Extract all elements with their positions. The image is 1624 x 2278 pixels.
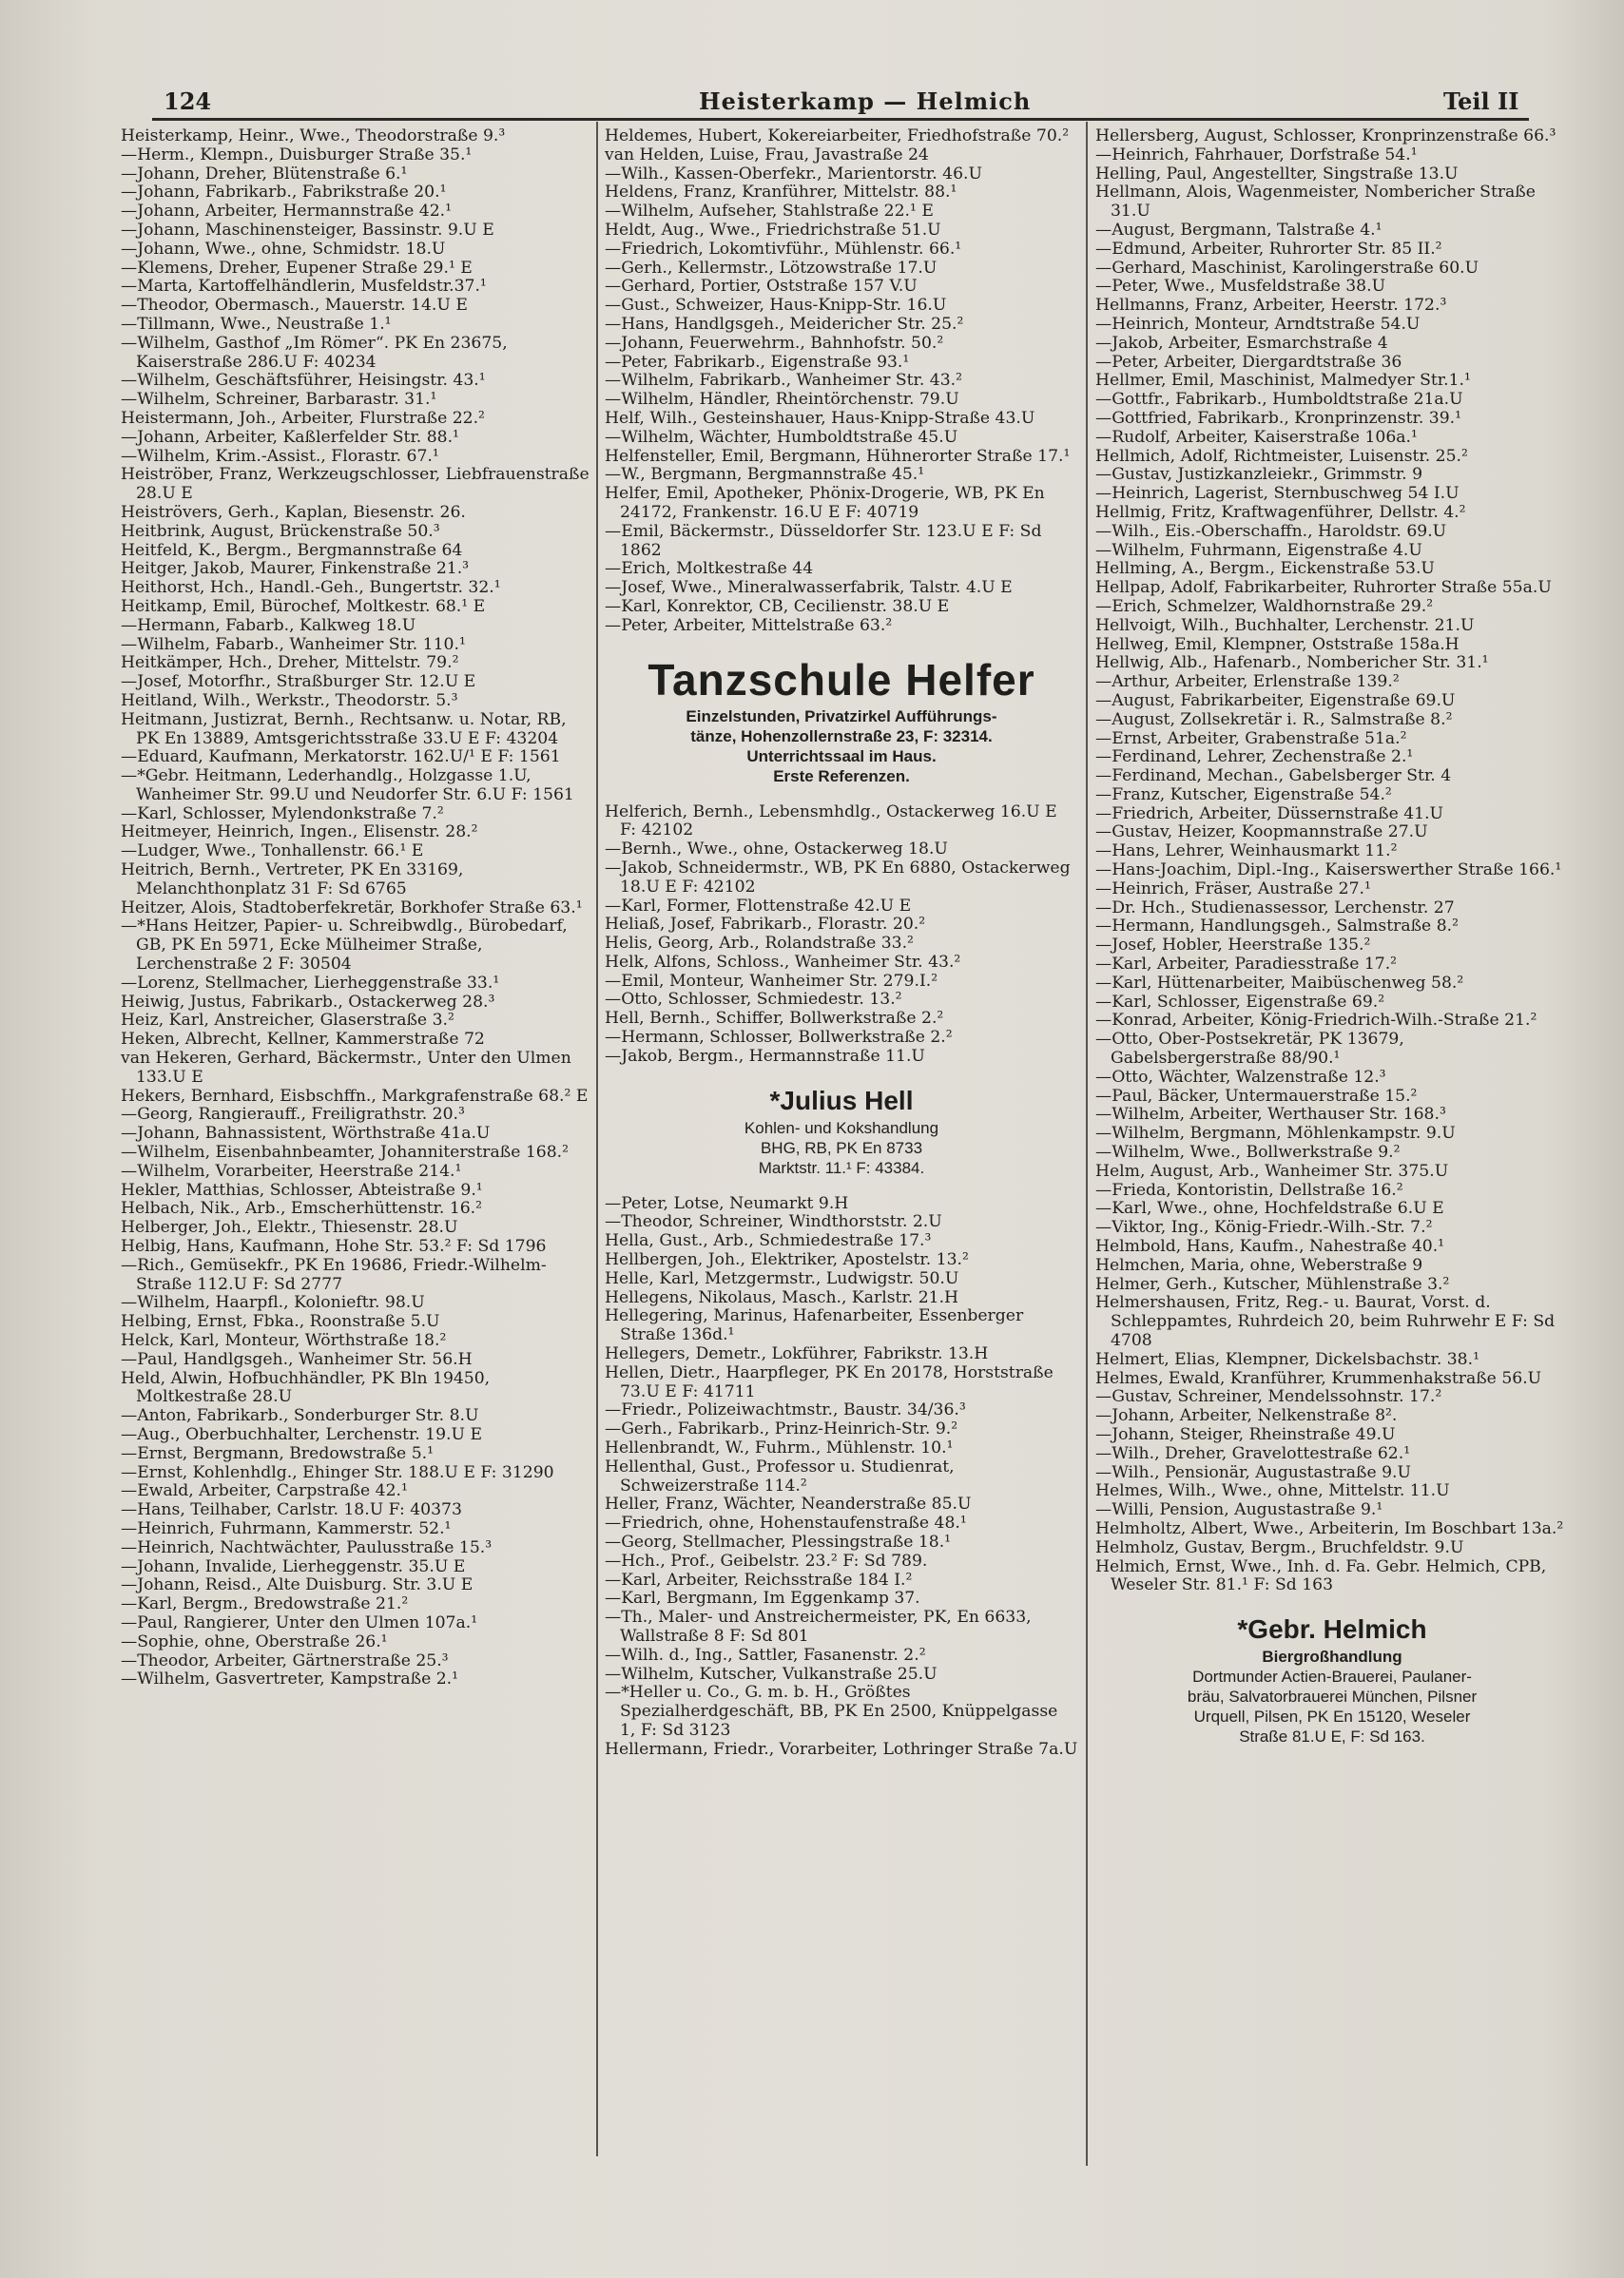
directory-entry: Helbing, Ernst, Fbka., Roonstraße 5.U	[121, 1312, 440, 1332]
directory-entry: Hellweg, Emil, Klempner, Oststraße 158a.H	[1095, 634, 1460, 654]
directory-entry: —Otto, Schlosser, Schmiedestr. 13.²	[605, 990, 902, 1010]
directory-entry: Hellpap, Adolf, Fabrikarbeiter, Ruhrorter Straße 55a.U	[1095, 578, 1552, 598]
directory-entry: —Klemens, Dreher, Eupener Straße 29.¹ E	[121, 258, 473, 278]
directory-entry: —Wilhelm, Kutscher, Vulkanstraße 25.U	[605, 1664, 938, 1684]
directory-entry: —Wilhelm, Krim.-Assist., Florastr. 67.¹	[121, 446, 439, 466]
ad-tanzschule-line2: tänze, Hohenzollernstraße 23, F: 32314.	[690, 726, 993, 745]
directory-entry: Hellmer, Emil, Maschinist, Malmedyer Str.1.¹	[1095, 371, 1471, 391]
directory-entry: Hellbergen, Joh., Elektriker, Apostelstr. 13.²	[605, 1250, 969, 1270]
directory-entry: —Gerh., Fabrikarb., Prinz-Heinrich-Str. 9.²	[605, 1419, 958, 1439]
directory-entry: —Friedrich, ohne, Hohenstaufenstraße 48.¹	[605, 1514, 967, 1534]
directory-entry: —August, Zollsekretär i. R., Salmstraße 8.²	[1095, 709, 1453, 729]
entry-list-col2b	[605, 803, 1078, 1067]
directory-entry: Heldt, Aug., Wwe., Friedrichstraße 51.U	[605, 220, 941, 240]
directory-entry: Helmershausen, Fritz, Reg.- u. Baurat, Vorst. d. Schleppamtes, Ruhrdeich 20, beim Ruhrwehr E F: Sd 4708	[1095, 1293, 1556, 1350]
directory-entry: —Johann, Invalide, Lierheggenstr. 35.U E	[121, 1556, 466, 1576]
directory-entry: —Georg, Rangierauff., Freiligrathstr. 20.³	[121, 1105, 465, 1125]
ad-helmich-line3: bräu, Salvatorbrauerei München, Pilsner	[1187, 1688, 1478, 1707]
entry-list-col3	[1095, 127, 1569, 1595]
ad-tanzschule-name: Tanzschule Helfer	[648, 654, 1035, 705]
directory-entry: —Bernh., Wwe., ohne, Ostackerweg 18.U	[605, 840, 948, 859]
directory-entry: —Ewald, Arbeiter, Carpstraße 42.¹	[121, 1481, 408, 1501]
directory-entry: —August, Bergmann, Talstraße 4.¹	[1095, 220, 1382, 240]
directory-entry: Helk, Alfons, Schloss., Wanheimer Str. 43.²	[605, 952, 961, 972]
column-divider-left	[596, 122, 598, 2156]
ad-hell-line2: BHG, RB, PK En 8733	[760, 1138, 923, 1157]
directory-entry: —Wilhelm, Haarpfl., Kolonieftr. 98.U	[121, 1293, 425, 1313]
directory-entry: —Heinrich, Nachtwächter, Paulusstraße 15.³	[121, 1537, 493, 1557]
directory-entry: —Anton, Fabrikarb., Sonderburger Str. 8.U	[121, 1406, 479, 1426]
directory-entry: —Karl, Schlosser, Mylendonkstraße 7.²	[121, 803, 444, 823]
directory-entry: —Georg, Stellmacher, Plessingstraße 18.¹	[605, 1533, 952, 1553]
directory-entry: Helling, Paul, Angestellter, Singstraße 13.U	[1095, 164, 1459, 183]
column-3	[1095, 127, 1569, 1747]
directory-entry: Heistermann, Joh., Arbeiter, Flurstraße 22.²	[121, 408, 485, 428]
directory-entry: —Frieda, Kontoristin, Dellstraße 16.²	[1095, 1180, 1403, 1200]
ad-gebr-helmich	[1095, 1612, 1569, 1747]
directory-entry: Helis, Georg, Arb., Rolandstraße 33.²	[605, 934, 914, 954]
directory-entry: —Hans, Teilhaber, Carlstr. 18.U F: 40373	[121, 1500, 462, 1520]
directory-entry: —Willi, Pension, Augustastraße 9.¹	[1095, 1500, 1383, 1520]
directory-entry: —Jakob, Schneidermstr., WB, PK En 6880, Ostackerweg 18.U E F: 42102	[605, 858, 1071, 897]
directory-entry: —Viktor, Ing., König-Friedr.-Wilh.-Str. 7.²	[1095, 1218, 1433, 1238]
directory-entry: Heiwig, Justus, Fabrikarb., Ostackerweg 28.³	[121, 992, 495, 1012]
directory-entry: Heldens, Franz, Kranführer, Mittelstr. 88.¹	[605, 183, 957, 203]
directory-entry: —Ferdinand, Mechan., Gabelsberger Str. 4	[1095, 766, 1452, 786]
directory-entry: Hellmanns, Franz, Arbeiter, Heerstr. 172.³	[1095, 296, 1447, 316]
directory-entry: Held, Alwin, Hofbuchhändler, PK Bln 19450, Moltkestraße 28.U	[121, 1368, 491, 1407]
directory-entry: Helf, Wilh., Gesteinshauer, Haus-Knipp-Straße 43.U	[605, 408, 1035, 428]
ad-helmich-line5: Straße 81.U E, F: Sd 163.	[1239, 1728, 1425, 1747]
directory-entry: —Wilhelm, Schreiner, Barbarastr. 31.¹	[121, 390, 437, 410]
directory-entry: —Franz, Kutscher, Eigenstraße 54.²	[1095, 784, 1392, 804]
directory-entry: —Johann, Reisd., Alte Duisburg. Str. 3.U E	[121, 1575, 474, 1595]
directory-entry: Hellegens, Nikolaus, Masch., Karlstr. 21.H	[605, 1287, 959, 1307]
directory-entry: —Hermann, Handlungsgeh., Salmstraße 8.²	[1095, 917, 1459, 936]
directory-entry: —Karl, Hüttenarbeiter, Maibüschenweg 58.²	[1095, 973, 1464, 993]
directory-entry: Helfer, Emil, Apotheker, Phönix-Drogerie, WB, PK En 24172, Frankenstr. 16.U E F: 40719	[605, 484, 1045, 522]
directory-entry: —Emil, Bäckermstr., Düsseldorfer Str. 123.U E F: Sd 1862	[605, 521, 1042, 560]
ad-hell-line3: Marktstr. 11.¹ F: 43384.	[758, 1158, 925, 1177]
directory-entry: —Josef, Wwe., Mineralwasserfabrik, Talstr. 4.U E	[605, 578, 1013, 598]
directory-entry: —Arthur, Arbeiter, Erlenstraße 139.²	[1095, 672, 1400, 692]
directory-entry: —Wilhelm, Wächter, Humboldtstraße 45.U	[605, 427, 958, 447]
directory-entry: Heithorst, Hch., Handl.-Geh., Bungertstr. 32.¹	[121, 578, 501, 598]
directory-entry: Helferich, Bernh., Lebensmhdlg., Ostackerweg 16.U E F: 42102	[605, 801, 1057, 840]
directory-entry: —Lorenz, Stellmacher, Lierheggenstraße 33.¹	[121, 973, 500, 993]
directory-entry: —Karl, Schlosser, Eigenstraße 69.²	[1095, 992, 1385, 1012]
directory-entry: —Heinrich, Fräser, Austraße 27.¹	[1095, 878, 1371, 898]
directory-entry: Helle, Karl, Metzgermstr., Ludwigstr. 50.U	[605, 1268, 959, 1288]
directory-entry: Hellegering, Marinus, Hafenarbeiter, Essenberger Straße 136d.¹	[605, 1306, 1024, 1345]
directory-entry: —Johann, Dreher, Blütenstraße 6.¹	[121, 164, 408, 183]
directory-entry: —Rudolf, Arbeiter, Kaiserstraße 106a.¹	[1095, 427, 1418, 447]
directory-entry: —Wilhelm, Eisenbahnbeamter, Johanniterstraße 168.²	[121, 1143, 570, 1163]
directory-entry: Heken, Albrecht, Kellner, Kammerstraße 72	[121, 1030, 485, 1050]
directory-entry: —*Heller u. Co., G. m. b. H., Größtes Spezialherdgeschäft, BB, PK En 2500, Knüppelgasse 1, F: Sd 3123	[605, 1683, 1058, 1740]
directory-entry: —Hans, Lehrer, Weinhausmarkt 11.²	[1095, 841, 1398, 861]
directory-entry: —*Hans Heitzer, Papier- u. Schreibwdlg., Bürobedarf, GB, PK En 5971, Ecke Mülheimer Straße, Lerchenstraße 2 F: 30504	[121, 917, 568, 975]
directory-entry: —Wilh., Eis.-Oberschaffn., Haroldstr. 69.U	[1095, 521, 1447, 541]
directory-entry: —Wilh., Pensionär, Augustastraße 9.U	[1095, 1462, 1411, 1482]
directory-entry: Helm, August, Arb., Wanheimer Str. 375.U	[1095, 1161, 1449, 1181]
directory-entry: Hellersberg, August, Schlosser, Kronprinzenstraße 66.³	[1095, 126, 1556, 145]
directory-entry: Heitrich, Bernh., Vertreter, PK En 33169, Melanchthonplatz 31 F: Sd 6765	[121, 860, 464, 898]
directory-entry: —Friedrich, Arbeiter, Düssernstraße 41.U	[1095, 803, 1444, 823]
directory-entry: —Emil, Monteur, Wanheimer Str. 279.I.²	[605, 971, 938, 991]
entry-list-col2a	[605, 127, 1078, 636]
ad-helmich-line1: Biergroßhandlung	[1262, 1648, 1402, 1667]
directory-entry: —Wilh., Kassen-Oberfekr., Marientorstr. 46.U	[605, 164, 982, 183]
directory-entry: Helmes, Ewald, Kranführer, Krummenhakstraße 56.U	[1095, 1368, 1542, 1388]
directory-entry: —Marta, Kartoffelhändlerin, Musfeldstr.37.¹	[121, 277, 487, 297]
directory-entry: Hellming, A., Bergm., Eickenstraße 53.U	[1095, 559, 1435, 579]
directory-entry: —Tillmann, Wwe., Neustraße 1.¹	[121, 314, 392, 334]
directory-entry: Helmes, Wilh., Wwe., ohne, Mittelstr. 11.U	[1095, 1481, 1450, 1501]
ad-hell-name: *Julius Hell	[769, 1085, 914, 1115]
directory-entry: Hellmann, Alois, Wagenmeister, Nombericher Straße 31.U	[1095, 183, 1536, 222]
directory-entry: —Wilhelm, Gasvertreter, Kampstraße 2.¹	[121, 1670, 459, 1689]
directory-entry: Heitfeld, K., Bergm., Bergmannstraße 64	[121, 540, 463, 560]
directory-entry: Heitger, Jakob, Maurer, Finkenstraße 21.³	[121, 559, 470, 579]
directory-entry: —Hermann, Fabarb., Kalkweg 18.U	[121, 615, 416, 635]
directory-entry: —Wilhelm, Wwe., Bollwerkstraße 9.²	[1095, 1143, 1401, 1163]
directory-entry: —Ernst, Kohlenhdlg., Ehinger Str. 188.U E F: 31290	[121, 1462, 554, 1482]
directory-entry: —Heinrich, Fuhrmann, Kammerstr. 52.¹	[121, 1518, 452, 1538]
directory-entry: Hekers, Bernhard, Eisbschffn., Markgrafenstraße 68.² E	[121, 1086, 589, 1106]
directory-entry: —Hans-Joachim, Dipl.-Ing., Kaiserswerther Straße 166.¹	[1095, 860, 1562, 880]
directory-entry: Heitzer, Alois, Stadtoberfekretär, Borkhofer Straße 63.¹	[121, 898, 583, 917]
directory-entry: Hellenbrandt, W., Fuhrm., Mühlenstr. 10.¹	[605, 1438, 954, 1458]
directory-entry: —Johann, Steiger, Rheinstraße 49.U	[1095, 1424, 1396, 1444]
directory-entry: —Gerhard, Portier, Oststraße 157 V.U	[605, 277, 918, 297]
directory-entry: Helmholtz, Albert, Wwe., Arbeiterin, Im Boschbart 13a.²	[1095, 1518, 1564, 1538]
directory-entry: —W., Bergmann, Bergmannstraße 45.¹	[605, 465, 925, 485]
directory-entry: —Aug., Oberbuchhalter, Lerchenstr. 19.U E	[121, 1424, 483, 1444]
directory-entry: —Rich., Gemüsekfr., PK En 19686, Friedr.-Wilhelm-Straße 112.U F: Sd 2777	[121, 1255, 547, 1294]
ad-julius-hell	[605, 1084, 1078, 1178]
directory-entry: —Jakob, Arbeiter, Esmarchstraße 4	[1095, 333, 1388, 353]
directory-entry: —Peter, Arbeiter, Diergardtstraße 36	[1095, 352, 1402, 372]
directory-entry: Helmholz, Gustav, Bergm., Bruchfeldstr. 9.U	[1095, 1537, 1464, 1557]
directory-entry: —Peter, Wwe., Musfeldstraße 38.U	[1095, 277, 1386, 297]
column-1	[121, 127, 594, 1689]
directory-entry: —Karl, Arbeiter, Reichsstraße 184 I.²	[605, 1570, 913, 1590]
directory-entry: Helberger, Joh., Elektr., Thiesenstr. 28.U	[121, 1218, 458, 1238]
directory-entry: Heliaß, Josef, Fabrikarb., Florastr. 20.²	[605, 915, 926, 935]
directory-entry: Heller, Franz, Wächter, Neanderstraße 85.U	[605, 1495, 972, 1515]
directory-entry: Hellmich, Adolf, Richtmeister, Luisenstr. 25.²	[1095, 446, 1468, 466]
directory-entry: Heitkämper, Hch., Dreher, Mittelstr. 79.²	[121, 653, 459, 673]
directory-entry: —Johann, Arbeiter, Nelkenstraße 8².	[1095, 1406, 1398, 1426]
directory-entry: van Hekeren, Gerhard, Bäckermstr., Unter den Ulmen 133.U E	[121, 1049, 571, 1087]
directory-entry: —Hans, Handlgsgeh., Meidericher Str. 25.²	[605, 314, 964, 334]
directory-entry: Helfensteller, Emil, Bergmann, Hühnerorter Straße 17.¹	[605, 446, 1071, 466]
directory-entry: —Johann, Wwe., ohne, Schmidstr. 18.U	[121, 239, 446, 259]
ad-hell-line1: Kohlen- und Kokshandlung	[744, 1118, 939, 1137]
directory-entry: Hellmig, Fritz, Kraftwagenführer, Dellstr. 4.²	[1095, 502, 1466, 522]
directory-entry: Heitmeyer, Heinrich, Ingen., Elisenstr. 28.²	[121, 822, 478, 842]
directory-entry: —Karl, Arbeiter, Paradiesstraße 17.²	[1095, 955, 1398, 975]
directory-entry: Helmchen, Maria, ohne, Weberstraße 9	[1095, 1255, 1423, 1275]
directory-entry: Hellvoigt, Wilh., Buchhalter, Lerchenstr. 21.U	[1095, 615, 1475, 635]
directory-entry: —Otto, Ober-Postsekretär, PK 13679, Gabelsbergerstraße 88/90.¹	[1095, 1030, 1404, 1069]
directory-entry: —Josef, Motorfhr., Straßburger Str. 12.U E	[121, 672, 476, 692]
directory-entry: —Peter, Arbeiter, Mittelstraße 63.²	[605, 615, 893, 635]
directory-entry: —Wilh. d., Ing., Sattler, Fasanenstr. 2.²	[605, 1645, 926, 1665]
directory-entry: Heiströvers, Gerh., Kaplan, Biesenstr. 26.	[121, 502, 466, 522]
directory-entry: —August, Fabrikarbeiter, Eigenstraße 69.U	[1095, 690, 1456, 710]
directory-entry: —Wilhelm, Bergmann, Möhlenkampstr. 9.U	[1095, 1124, 1456, 1144]
directory-entry: Helmbold, Hans, Kaufm., Nahestraße 40.¹	[1095, 1237, 1445, 1257]
directory-entry: —Gottfr., Fabrikarb., Humboldtstraße 21a.U	[1095, 390, 1463, 410]
directory-entry: Hellenthal, Gust., Professor u. Studienrat, Schweizerstraße 114.²	[605, 1457, 955, 1496]
directory-entry: —Peter, Lotse, Neumarkt 9.H	[605, 1193, 849, 1213]
directory-entry: —Erich, Moltkestraße 44	[605, 559, 814, 579]
directory-entry: —Gustav, Justizkanzleiekr., Grimmstr. 9	[1095, 465, 1423, 485]
directory-entry: —Paul, Rangierer, Unter den Ulmen 107a.¹	[121, 1612, 478, 1632]
directory-entry: Heitland, Wilh., Werkstr., Theodorstr. 5.³	[121, 690, 458, 710]
directory-entry: —Johann, Fabrikarb., Fabrikstraße 20.¹	[121, 183, 447, 203]
directory-entry: Heitmann, Justizrat, Bernh., Rechtsanw. u. Notar, RB, PK En 13889, Amtsgerichtsstraße 33.U E F: 43204	[121, 709, 567, 748]
directory-entry: —Wilhelm, Vorarbeiter, Heerstraße 214.¹	[121, 1161, 462, 1181]
directory-entry: —Wilhelm, Gasthof „Im Römer“. PK En 23675, Kaiserstraße 286.U F: 40234	[121, 333, 508, 372]
ad-tanzschule-line4: Erste Referenzen.	[773, 766, 910, 785]
directory-entry: —Karl, Bergmann, Im Eggenkamp 37.	[605, 1589, 920, 1609]
ad-helmich-line4: Urquell, Pilsen, PK En 15120, Weseler	[1193, 1708, 1471, 1727]
directory-entry: —Friedr., Polizeiwachtmstr., Baustr. 34/36.³	[605, 1400, 966, 1420]
directory-entry: —Hermann, Schlosser, Bollwerkstraße 2.²	[605, 1028, 953, 1048]
directory-entry: —Heinrich, Monteur, Arndtstraße 54.U	[1095, 314, 1421, 334]
directory-entry: —Josef, Hobler, Heerstraße 135.²	[1095, 936, 1371, 956]
directory-entry: —*Gebr. Heitmann, Lederhandlg., Holzgasse 1.U, Wanheimer Str. 99.U und Neudorfer Str. 6.U F: 1561	[121, 766, 574, 804]
directory-entry: —Th., Maler- und Anstreichermeister, PK, En 6633, Wallstraße 8 F: Sd 801	[605, 1608, 1032, 1646]
ad-helmich-name: *Gebr. Helmich	[1237, 1614, 1427, 1645]
directory-entry: —Heinrich, Fahrhauer, Dorfstraße 54.¹	[1095, 145, 1418, 164]
part-label: Teil II	[1443, 87, 1519, 115]
directory-entry: —Erich, Schmelzer, Waldhornstraße 29.²	[1095, 596, 1434, 616]
directory-entry: —Johann, Feuerwehrm., Bahnhofstr. 50.²	[605, 333, 944, 353]
directory-entry: Hella, Gust., Arb., Schmiedestraße 17.³	[605, 1231, 932, 1251]
directory-entry: —Karl, Wwe., ohne, Hochfeldstraße 6.U E	[1095, 1199, 1444, 1219]
page-title: Heisterkamp — Helmich	[699, 87, 1032, 115]
directory-entry: —Wilhelm, Fabrikarb., Wanheimer Str. 43.²	[605, 371, 963, 391]
directory-entry: —Wilhelm, Händler, Rheintörchenstr. 79.U	[605, 390, 959, 410]
directory-entry: —Dr. Hch., Studienassessor, Lerchenstr. 27	[1095, 898, 1455, 917]
directory-entry: —Jakob, Bergm., Hermannstraße 11.U	[605, 1046, 925, 1066]
directory-entry: Hellwig, Alb., Hafenarb., Nombericher Str. 31.¹	[1095, 653, 1489, 673]
ad-tanzschule-line1: Einzelstunden, Privatzirkel Aufführungs-	[686, 706, 997, 725]
header-rule	[152, 118, 1529, 121]
directory-entry: —Johann, Arbeiter, Hermannstraße 42.¹	[121, 202, 453, 222]
directory-entry: Heiz, Karl, Anstreicher, Glaserstraße 3.²	[121, 1011, 454, 1031]
directory-entry: Hell, Bernh., Schiffer, Bollwerkstraße 2.²	[605, 1009, 944, 1029]
directory-entry: —Theodor, Schreiner, Windthorststr. 2.U	[605, 1212, 942, 1232]
directory-entry: —Wilhelm, Aufseher, Stahlstraße 22.¹ E	[605, 202, 934, 222]
directory-entry: —Friedrich, Lokomtivführ., Mühlenstr. 66.¹	[605, 239, 962, 259]
directory-entry: —Johann, Maschinensteiger, Bassinstr. 9.U E	[121, 220, 494, 240]
column-2	[605, 127, 1078, 1760]
directory-entry: —Johann, Arbeiter, Kaßlerfelder Str. 88.¹	[121, 427, 459, 447]
directory-entry: —Gustav, Heizer, Koopmannstraße 27.U	[1095, 822, 1428, 842]
directory-entry: —Konrad, Arbeiter, König-Friedrich-Wilh.-Straße 21.²	[1095, 1011, 1537, 1031]
directory-entry: Helck, Karl, Monteur, Wörthstraße 18.²	[121, 1331, 447, 1350]
directory-entry: Hellen, Dietr., Haarpfleger, PK En 20178, Horststraße 73.U E F: 41711	[605, 1362, 1054, 1401]
directory-entry: —Wilh., Dreher, Gravelottestraße 62.¹	[1095, 1443, 1411, 1463]
directory-entry: Heitkamp, Emil, Bürochef, Moltkestr. 68.¹ E	[121, 596, 486, 616]
directory-entry: —Wilhelm, Arbeiter, Werthauser Str. 168.³	[1095, 1105, 1446, 1125]
directory-entry: —Wilhelm, Geschäftsführer, Heisingstr. 43.¹	[121, 371, 486, 391]
entry-list-col1	[121, 127, 594, 1689]
directory-entry: —Gerh., Kellermstr., Lötzowstraße 17.U	[605, 258, 938, 278]
directory-entry: —Peter, Fabrikarb., Eigenstraße 93.¹	[605, 352, 910, 372]
directory-entry: —Gustav, Schreiner, Mendelssohnstr. 17.²	[1095, 1387, 1442, 1407]
directory-entry: —Johann, Bahnassistent, Wörthstraße 41a.U	[121, 1124, 491, 1144]
directory-entry: —Ernst, Arbeiter, Grabenstraße 51a.²	[1095, 728, 1407, 748]
directory-entry: Heiströber, Franz, Werkzeugschlosser, Liebfrauenstraße 28.U E	[121, 465, 590, 504]
directory-entry: —Sophie, ohne, Oberstraße 26.¹	[121, 1631, 388, 1651]
directory-entry: —Ludger, Wwe., Tonhallenstr. 66.¹ E	[121, 841, 424, 861]
directory-entry: —Paul, Handlgsgeh., Wanheimer Str. 56.H	[121, 1349, 473, 1369]
directory-entry: —Wilhelm, Fuhrmann, Eigenstraße 4.U	[1095, 540, 1422, 560]
directory-entry: —Karl, Former, Flottenstraße 42.U E	[605, 896, 912, 916]
directory-entry: —Ferdinand, Lehrer, Zechenstraße 2.¹	[1095, 747, 1414, 767]
directory-entry: Heitbrink, August, Brückenstraße 50.³	[121, 521, 440, 541]
ad-tanzschule-line3: Unterrichtssaal im Haus.	[746, 746, 937, 765]
directory-entry: —Gerhard, Maschinist, Karolingerstraße 60.U	[1095, 258, 1479, 278]
directory-entry: —Heinrich, Lagerist, Sternbuschweg 54 I.U	[1095, 484, 1460, 504]
directory-entry: —Gust., Schweizer, Haus-Knipp-Str. 16.U	[605, 296, 947, 316]
directory-entry: Hellegers, Demetr., Lokführer, Fabrikstr. 13.H	[605, 1344, 989, 1364]
directory-entry: —Otto, Wächter, Walzenstraße 12.³	[1095, 1067, 1386, 1087]
directory-entry: —Karl, Bergm., Bredowstraße 21.²	[121, 1594, 409, 1614]
directory-entry: —Theodor, Obermasch., Mauerstr. 14.U E	[121, 296, 468, 316]
directory-entry: Helmich, Ernst, Wwe., Inh. d. Fa. Gebr. Helmich, CPB, Weseler Str. 81.¹ F: Sd 163	[1095, 1556, 1547, 1595]
directory-entry: —Herm., Klempn., Duisburger Straße 35.¹	[121, 145, 473, 164]
directory-entry: Helmert, Elias, Klempner, Dickelsbachstr. 38.¹	[1095, 1349, 1479, 1369]
directory-entry: Helmer, Gerh., Kutscher, Mühlenstraße 3.²	[1095, 1274, 1450, 1294]
directory-entry: —Theodor, Arbeiter, Gärtnerstraße 25.³	[121, 1651, 449, 1670]
ad-tanzschule-helfer	[605, 653, 1078, 786]
ad-helmich-line2: Dortmunder Actien-Brauerei, Paulaner-	[1192, 1668, 1472, 1687]
directory-entry: —Edmund, Arbeiter, Ruhrorter Str. 85 II.²	[1095, 239, 1442, 259]
directory-entry: Helbach, Nik., Arb., Emscherhüttenstr. 16.²	[121, 1199, 483, 1219]
entry-list-col2c	[605, 1195, 1078, 1760]
directory-entry: Helbig, Hans, Kaufmann, Hohe Str. 53.² F: Sd 1796	[121, 1237, 547, 1257]
directory-entry: van Helden, Luise, Frau, Javastraße 24	[605, 145, 929, 164]
directory-entry: —Paul, Bäcker, Untermauerstraße 15.²	[1095, 1086, 1418, 1106]
directory-entry: —Gottfried, Fabrikarb., Kronprinzenstr. 39.¹	[1095, 408, 1462, 428]
directory-entry: Heldemes, Hubert, Kokereiarbeiter, Friedhofstraße 70.²	[605, 126, 1070, 145]
column-divider-right	[1086, 122, 1088, 2166]
directory-entry: Hekler, Matthias, Schlosser, Abteistraße 9.¹	[121, 1180, 483, 1200]
directory-entry: —Ernst, Bergmann, Bredowstraße 5.¹	[121, 1443, 434, 1463]
directory-entry: —Wilhelm, Fabarb., Wanheimer Str. 110.¹	[121, 634, 466, 654]
directory-entry: —Hch., Prof., Geibelstr. 23.² F: Sd 789.	[605, 1551, 928, 1571]
directory-entry: —Eduard, Kaufmann, Merkatorstr. 162.U/¹ E F: 1561	[121, 747, 561, 767]
directory-entry: Heisterkamp, Heinr., Wwe., Theodorstraße 9.³	[121, 126, 506, 145]
directory-entry: Hellermann, Friedr., Vorarbeiter, Lothringer Straße 7a.U	[605, 1739, 1078, 1759]
directory-entry: —Karl, Konrektor, CB, Cecilienstr. 38.U E	[605, 596, 950, 616]
page-number: 124	[164, 87, 212, 115]
